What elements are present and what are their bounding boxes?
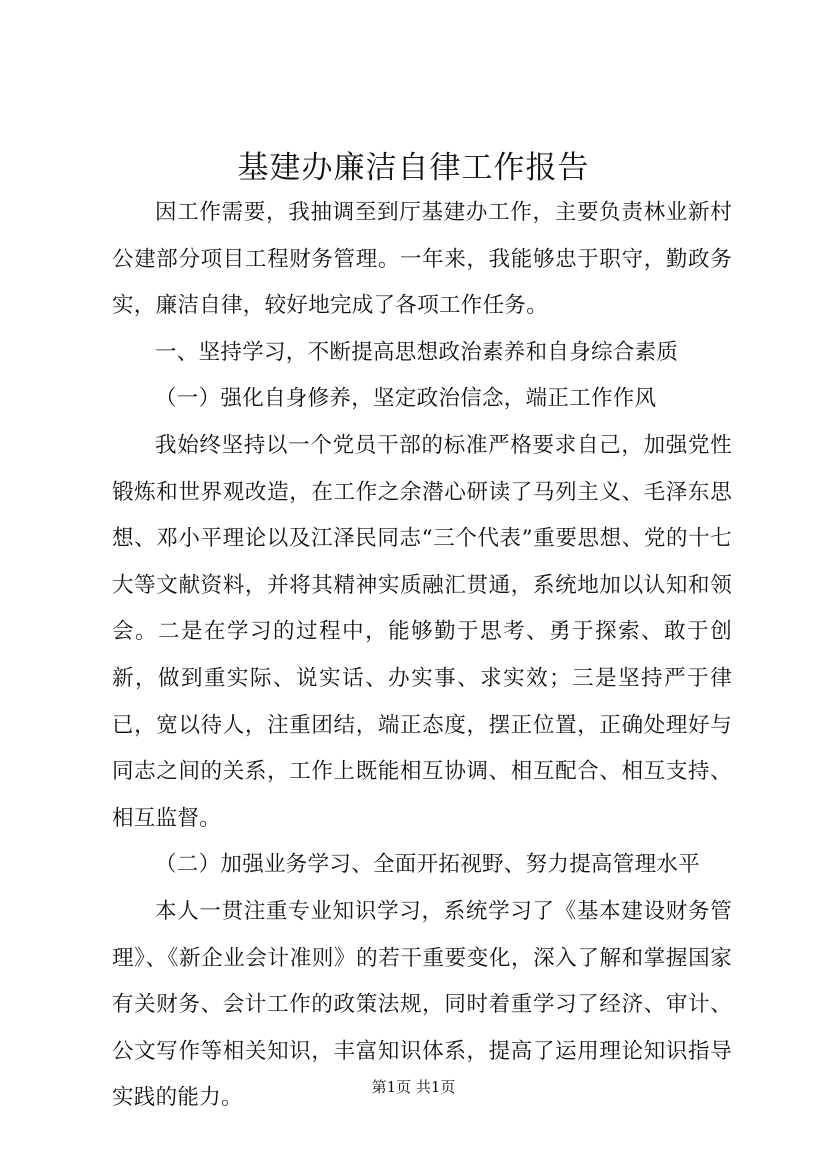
document-body [112, 190, 732, 1122]
subsection-heading-1: （一）强化自身修养，坚定政治信念，端正工作作风 [155, 386, 657, 412]
section-heading-1: 一、坚持学习，不断提高思想政治素养和自身综合素质 [155, 339, 679, 365]
paragraph-study: 我始终坚持以一个党员干部的标准严格要求自己，加强党性锻炼和世界观改造，在工作之余潜心研读了马列主义、毛泽东思想、邓小平理论以及江泽民同志“三个代表”重要思想、党的十七大等文献资料，并将其精神实质融汇贯通，系统地加以认知和领会。二是在学习的过程中，能够勤于思考、勇于探索、敢于创新，做到重实际、说实话、办实事、求实效；三是坚持严于律已，宽以待人，注重团结，端正态度，摆正位置，正确处理好与同志之间的关系，工作上既能相互协调、相互配合、相互支持、相互监督。 [112, 432, 732, 831]
paragraph-intro: 因工作需要，我抽调至到厅基建办工作，主要负责林业新村公建部分项目工程财务管理。一年来，我能够忠于职守，勤政务实，廉洁自律，较好地完成了各项工作任务。 [112, 200, 732, 319]
subsection-heading-2: （二）加强业务学习、全面开拓视野、努力提高管理水平 [155, 852, 701, 878]
document-title: 基建办廉洁自律工作报告 [237, 150, 590, 186]
page-number-footer: 第1页 共1页 [371, 1078, 456, 1096]
paragraph-business: 本人一贯注重专业知识学习，系统学习了《基本建设财务管理》、《新企业会计准则》的若干重要变化，深入了解和掌握国家有关财务、会计工作的政策法规，同时着重学习了经济、审计、公文写作等相关知识，丰富知识体系，提高了运用理论知识指导实践的能力。 [112, 898, 732, 1111]
